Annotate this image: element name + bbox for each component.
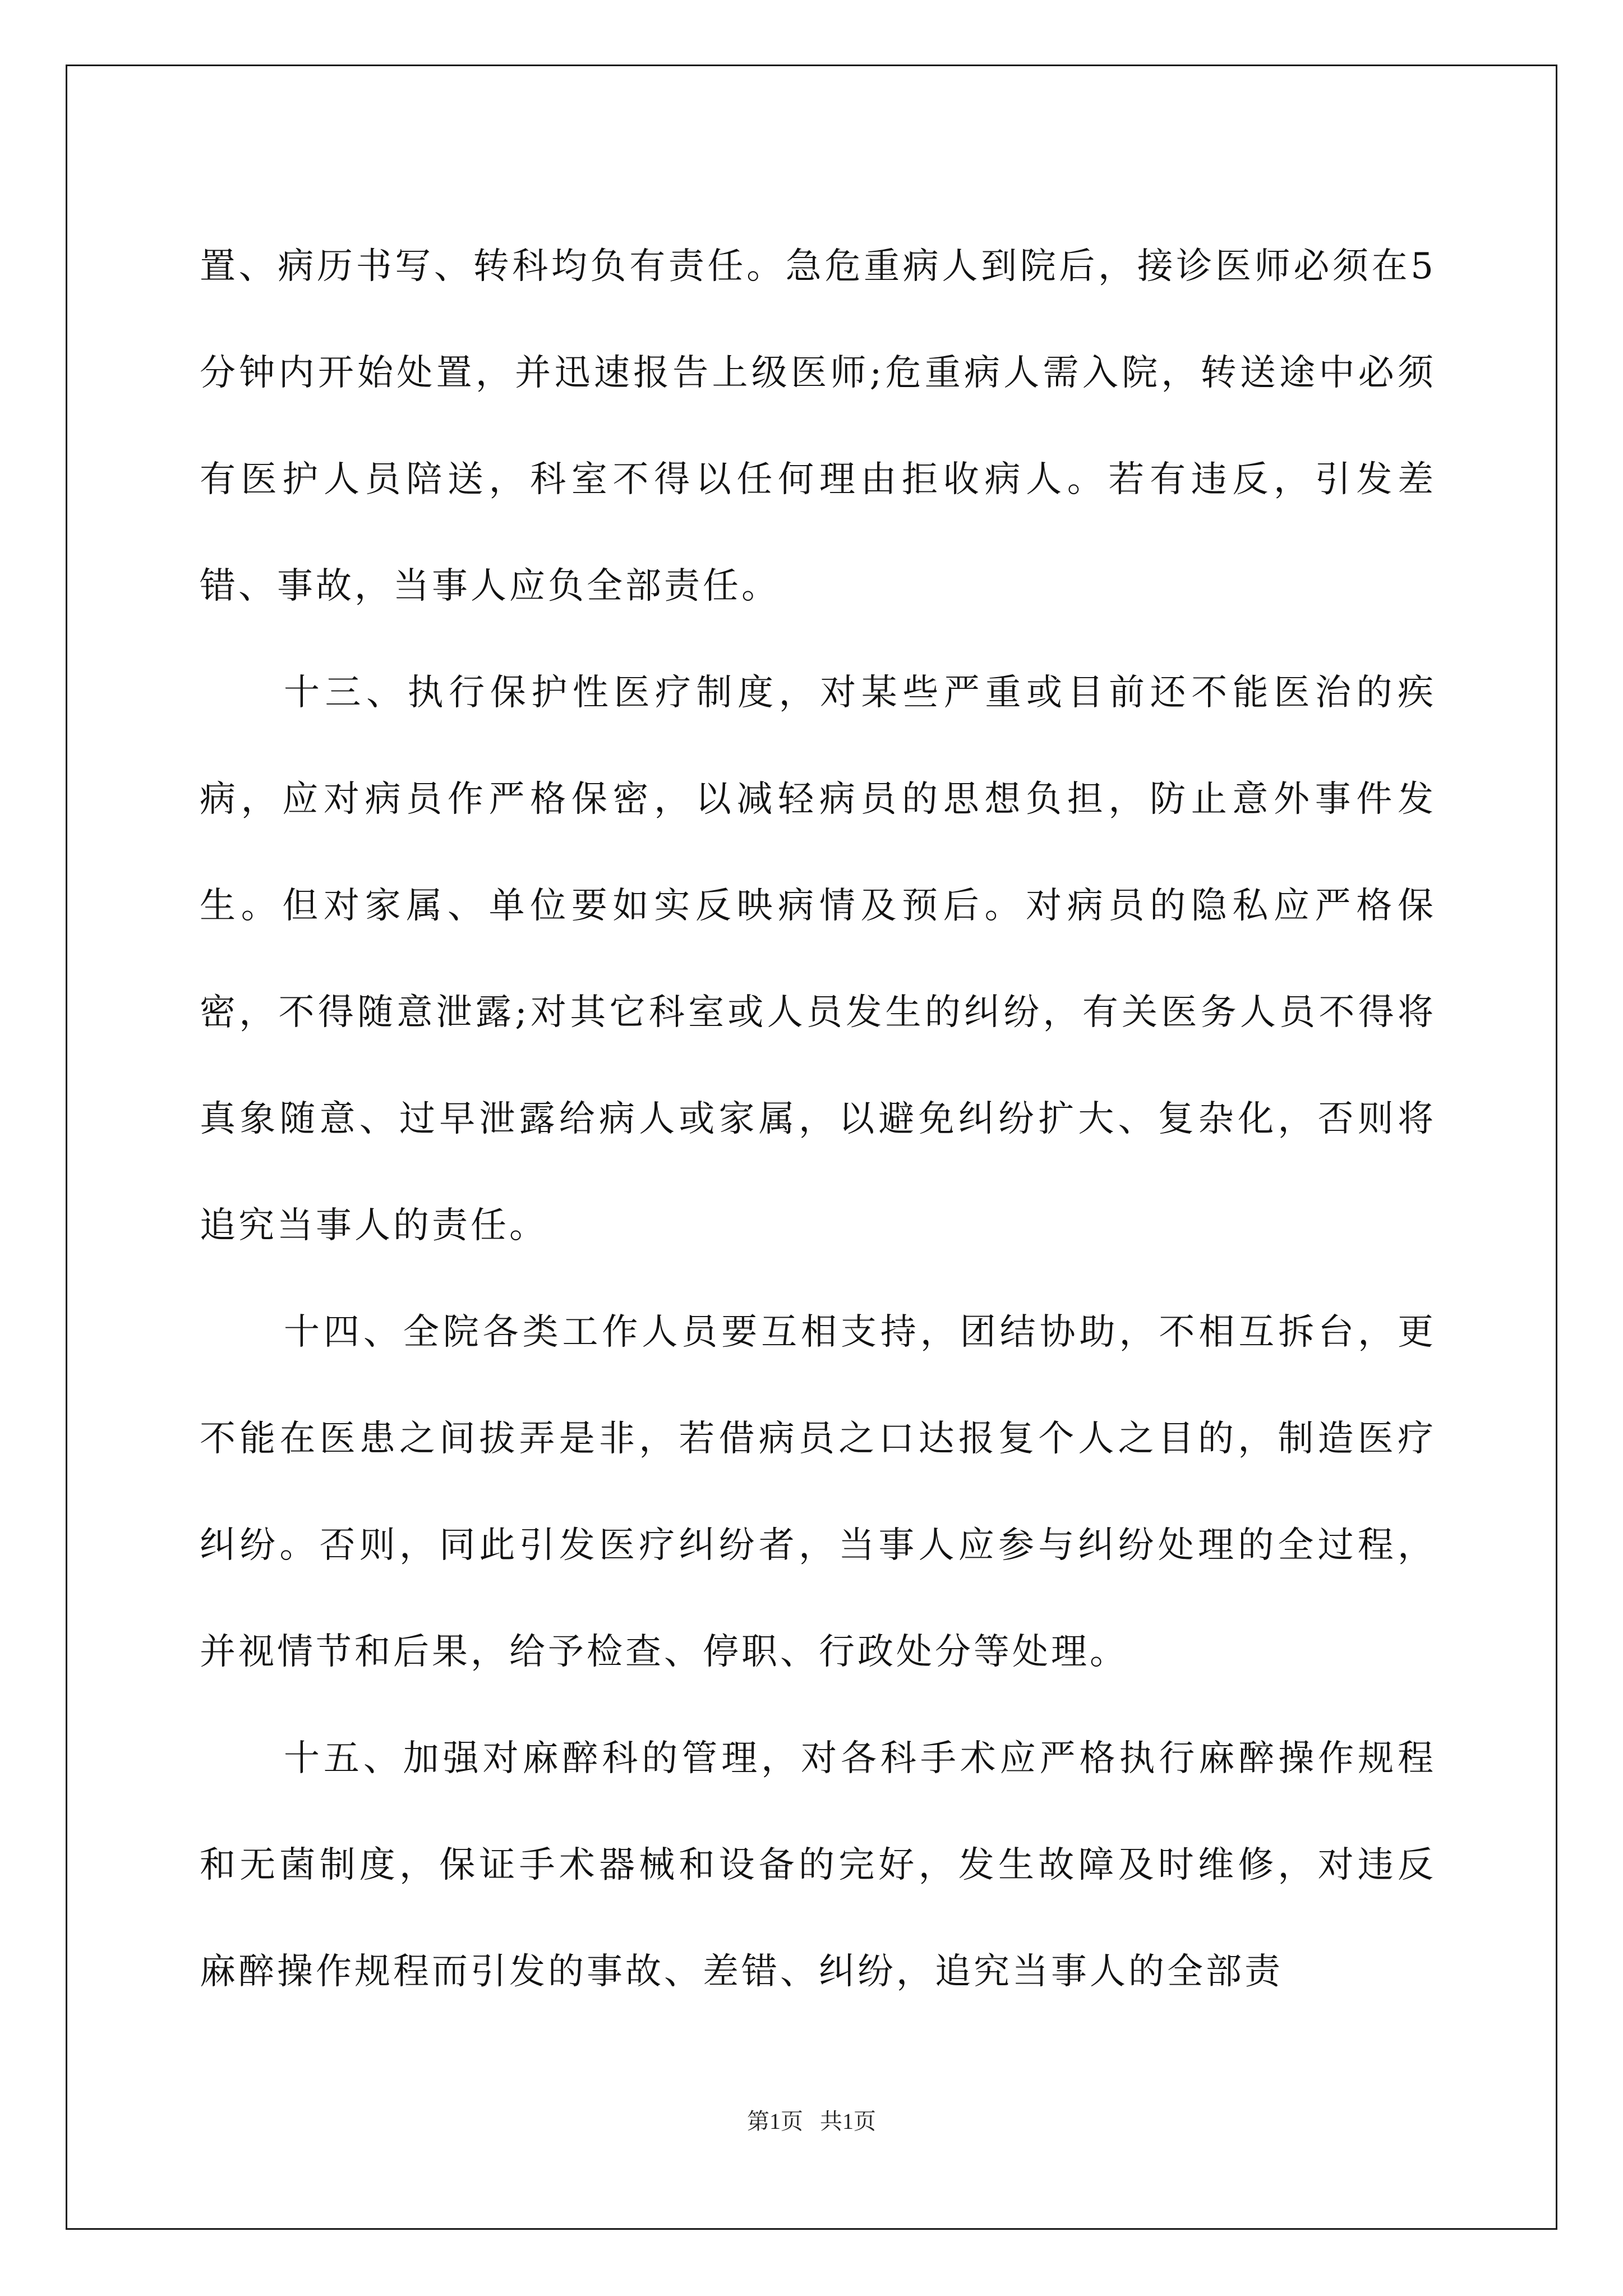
- paragraph-item-15: 十五、加强对麻醉科的管理，对各科手术应严格执行麻醉操作规程和无菌制度，保证手术器械和设备的完好，发生故障及时维修，对违反麻醉操作规程而引发的事故、差错、纠纷，追究当事人的全部责: [200, 1738, 1436, 1993]
- paragraph-continuation: 置、病历书写、转科均负有责任。急危重病人到院后，接诊医师必须在5分钟内开始处置，并迅速报告上级医师;危重病人需入院，转送途中必须有医护人员陪送，科室不得以任何理由拒收病人。若有违反，引发差错、事故，当事人应负全部责任。: [200, 246, 1436, 607]
- page-footer: 第1页 共1页: [747, 2109, 876, 2134]
- paragraph-item-14: 十四、全院各类工作人员要互相支持，团结协助，不相互拆台，更不能在医患之间拔弄是非，若借病员之口达报复个人之目的，制造医疗纠纷。否则，同此引发医疗纠纷者，当事人应参与纠纷处理的全过程，并视情节和后果，给予检查、停职、行政处分等处理。: [200, 1312, 1436, 1673]
- paragraph-item-13: 十三、执行保护性医疗制度，对某些严重或目前还不能医治的疾病，应对病员作严格保密，以减轻病员的思想负担，防止意外事件发生。但对家属、单位要如实反映病情及预后。对病员的隐私应严格保密，不得随意泄露;对其它科室或人员发生的纠纷，有关医务人员不得将真象随意、过早泄露给病人或家属，以避免纠纷扩大、复杂化，否则将追究当事人的责任。: [200, 672, 1436, 1246]
- document-body: [200, 213, 1436, 2025]
